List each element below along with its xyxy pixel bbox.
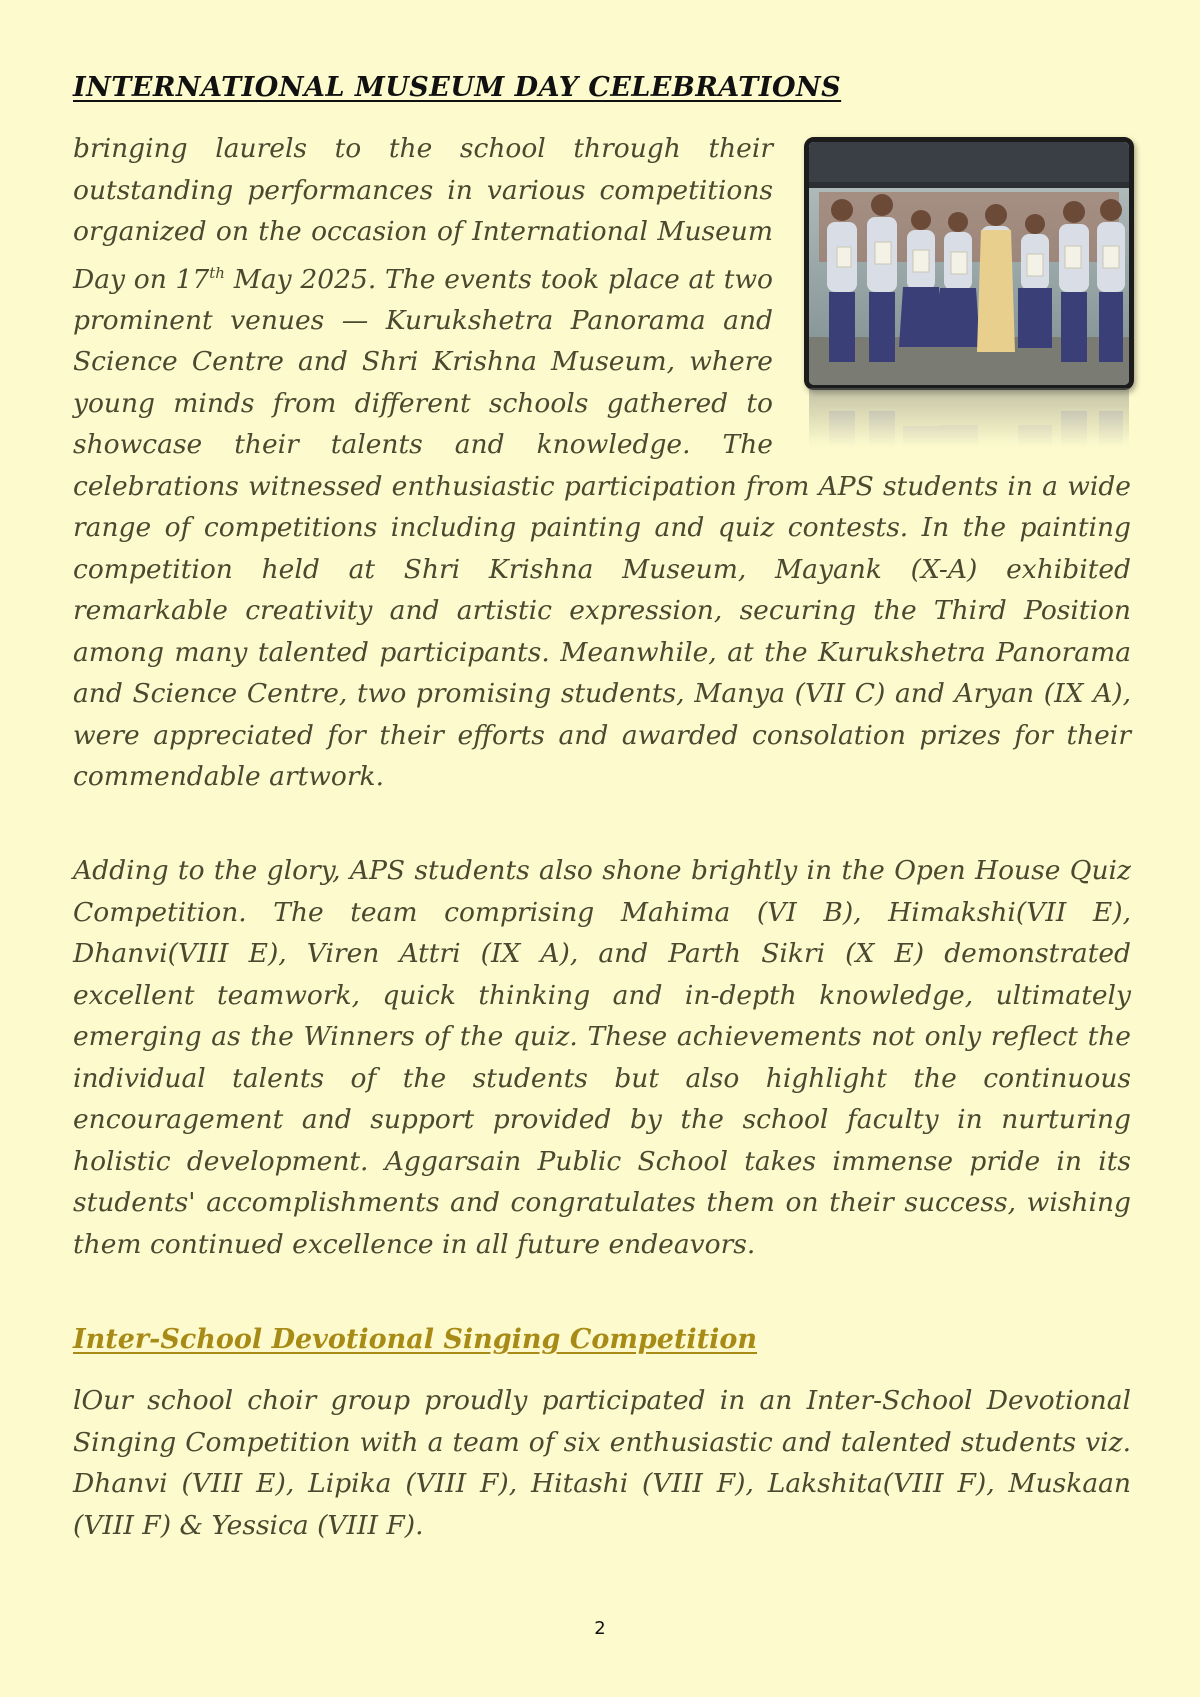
paragraph-singing: lOur school choir group proudly participated in an Inter-School Devotional Singing Competition with a team of six enthusiastic and talented students viz. Dhanvi (VIII E), Lipika (VIII F), Hitashi (VIII F), Lakshita(VIII F), Muskaan (VIII F) & Yessica (VIII F).	[73, 1385, 1131, 1541]
students-photo	[804, 137, 1134, 390]
ordinal-suffix: th	[209, 263, 225, 282]
page-number: 2	[594, 1618, 606, 1639]
section-subheading: Inter-School Devotional Singing Competition	[73, 1324, 758, 1355]
page-heading: INTERNATIONAL MUSEUM DAY CELEBRATIONS	[73, 72, 842, 103]
photo-reflection-image	[809, 388, 1129, 448]
paragraph-quiz: Adding to the glory, APS students also shone brightly in the Open House Quiz Competition. The team comprising Mahima (VI B), Himakshi(VII E), Dhanvi(VIII E), Viren Attri (IX A), and Parth Sikri (X E) demonstrated excellent teamwork, quick thinking and in-depth knowledge, ultimately emerging as the Winners of the quiz. These achievements not only reflect the individual talents of the students but also highlight the continuous encouragement and support provided by the school faculty in nurturing holistic development. Aggarsain Public School takes immense pride in its students' accomplishments and congratulates them on their success, wishing them continued excellence in all future endeavors.	[73, 855, 1131, 1260]
paragraph-museum-day-text-a: bringing laurels to the school through their outstanding performances in various competitions organized on the occasion of International Museum Day on 17	[73, 133, 773, 295]
photo-reflection	[809, 388, 1129, 448]
paragraph-museum-day-text-b: May 2025. The events took place at two prominent venues — Kurukshetra Panorama and Science Centre and Shri Krishna Museum, where young minds from different schools gathered to showcase their talents and knowledge. The celebrations witnessed enthusiastic participation from APS students in a wide range of competitions including painting and quiz contests. In the painting competition held at Shri Krishna Museum, Mayank (X-A) exhibited remarkable creativity and artistic expression, securing the Third Position among many talented participants. Meanwhile, at the Kurukshetra Panorama and Science Centre, two promising students, Manya (VII C) and Aryan (IX A), were appreciated for their efforts and awarded consolation prizes for their commendable artwork.	[73, 263, 1131, 793]
students-photo-image	[809, 142, 1129, 385]
